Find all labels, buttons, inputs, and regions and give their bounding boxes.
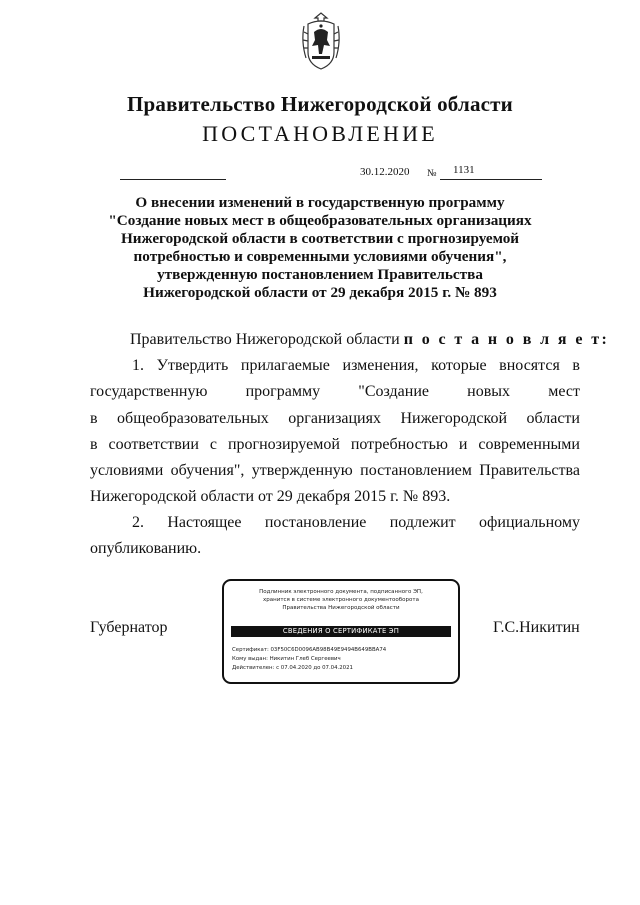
- document-number: 1131: [453, 164, 475, 176]
- title-line: Нижегородской области в соответствии с прогнозируемой: [120, 230, 520, 247]
- item-1-paragraph: [90, 357, 580, 515]
- title-line: утвержденную постановлением Правительства: [157, 266, 483, 283]
- document-title: [100, 194, 540, 302]
- stamp-certificate-banner: СВЕДЕНИЯ О СЕРТИФИКАТЕ ЭП: [231, 626, 451, 637]
- title-line: "Создание новых мест в общеобразовательных организациях: [108, 212, 532, 229]
- paragraph-line: 2. Настоящее постановление подлежит официальному: [132, 514, 580, 531]
- paragraph-line: опубликованию.: [90, 540, 202, 558]
- title-line: О внесении изменений в государственную программу: [135, 194, 505, 211]
- stamp-text-line: Правительства Нижегородской области: [282, 605, 400, 611]
- electronic-signature-stamp: [222, 579, 460, 684]
- preamble-text: Правительство Нижегородской области: [130, 331, 404, 348]
- paragraph-line: в общеобразовательных организациях Нижегородской области: [90, 409, 580, 427]
- stamp-text-line: Подлинник электронного документа, подписанного ЭП,: [259, 589, 423, 595]
- blank-date-line: [120, 179, 226, 180]
- preamble: [130, 331, 609, 349]
- paragraph-line: условиями обучения", утвержденную постановлением Правительства: [90, 462, 580, 480]
- document-date: 30.12.2020: [360, 166, 410, 178]
- paragraph-line: в соответствии с прогнозируемой потребностью и современными: [90, 435, 580, 453]
- stamp-text-line: хранится в системе электронного документооборота: [263, 597, 419, 603]
- document-type: ПОСТАНОВЛЕНИЕ: [202, 121, 438, 146]
- signatory-position: Губернатор: [90, 619, 168, 636]
- coat-of-arms-emblem: [300, 12, 342, 72]
- item-2-paragraph: [90, 514, 580, 567]
- organization-name: Правительство Нижегородской области: [127, 92, 513, 116]
- signatory-name: Г.С.Никитин: [493, 619, 580, 636]
- stamp-certificate-number: Сертификат: 03F50C6D0096AB98B49E9494B649BBA74: [232, 647, 387, 653]
- paragraph-line: 1. Утвердить прилагаемые изменения, которые вносятся в: [132, 357, 580, 374]
- paragraph-line: Нижегородской области от 29 декабря 2015 г. № 893.: [90, 488, 451, 506]
- number-underline: [440, 179, 542, 180]
- number-sign: №: [427, 168, 437, 179]
- preamble-resolves: п о с т а н о в л я е т:: [403, 331, 610, 348]
- title-line: потребностью и современными условиями обучения",: [133, 248, 507, 265]
- stamp-validity: Действителен: с 07.04.2020 до 07.04.2021: [232, 665, 353, 671]
- title-line: Нижегородской области от 29 декабря 2015 г. № 893: [143, 284, 497, 301]
- paragraph-line: государственную программу "Создание новых мест: [90, 383, 580, 401]
- stamp-issued-to: Кому выдан: Никитин Глеб Сергеевич: [232, 656, 341, 662]
